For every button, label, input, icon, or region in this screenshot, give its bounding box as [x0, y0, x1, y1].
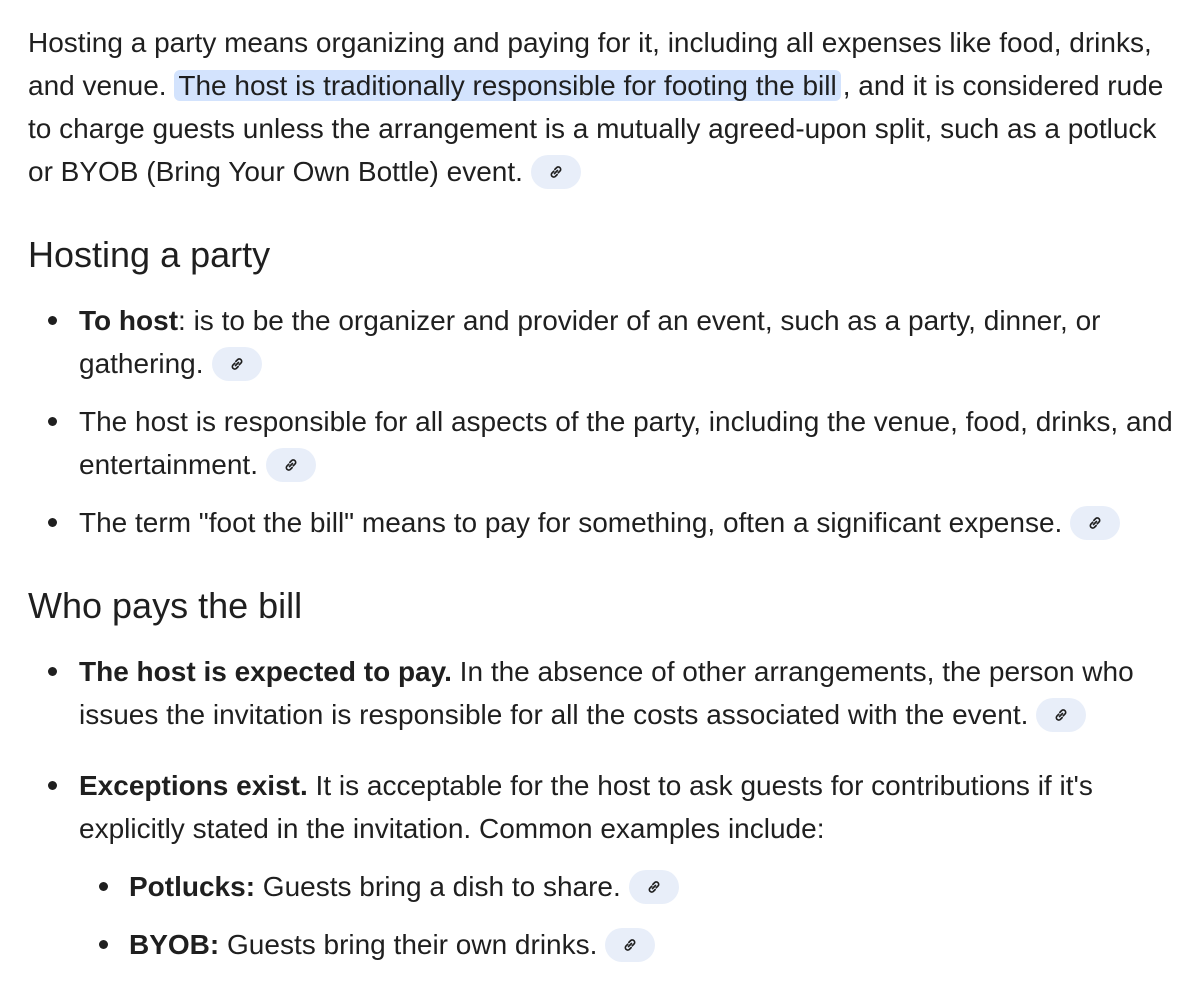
sub-list-item-bold: Potlucks: — [129, 871, 256, 902]
list-item-text: In the absence of other arrangements, the person who issues the invitation is responsible for all the costs associated with the event. — [79, 656, 1134, 730]
sub-list-item — [79, 923, 1173, 966]
list-item — [28, 764, 1173, 966]
list-item-bold: To host — [79, 305, 179, 336]
list-item-bold: Exceptions exist. — [79, 770, 308, 801]
link-icon — [228, 355, 246, 373]
sub-list-item-text: Guests bring a dish to share. — [255, 871, 621, 902]
intro-paragraph — [28, 21, 1173, 193]
list-item — [28, 400, 1173, 486]
sub-list-item-text: Guests bring their own drinks. — [219, 929, 598, 960]
response-content — [28, 21, 1173, 994]
citation-chip[interactable] — [629, 870, 679, 904]
intro-text-before: Hosting a party means organizing and paying for it, including all expenses like food, drinks, and venue. — [28, 27, 1152, 101]
link-icon — [1052, 706, 1070, 724]
link-icon — [282, 456, 300, 474]
who-pays-list — [28, 650, 1173, 966]
link-icon — [1086, 514, 1104, 532]
citation-chip[interactable] — [212, 347, 262, 381]
link-icon — [645, 878, 663, 896]
citation-chip[interactable] — [531, 155, 581, 189]
link-icon — [547, 163, 565, 181]
hosting-list — [28, 299, 1173, 544]
list-item — [28, 299, 1173, 385]
list-item — [28, 501, 1173, 544]
highlighted-text[interactable]: The host is traditionally responsible for footing the bill — [174, 70, 840, 101]
sub-list-item-bold: BYOB: — [129, 929, 220, 960]
examples-sublist — [79, 865, 1173, 966]
citation-chip[interactable] — [266, 448, 316, 482]
sub-list-item — [79, 865, 1173, 908]
citation-chip[interactable] — [1036, 698, 1086, 732]
list-item-text: : is to be the organizer and provider of an event, such as a party, dinner, or gathering. — [79, 305, 1101, 379]
list-item-text: The term "foot the bill" means to pay for something, often a significant expense. — [79, 507, 1063, 538]
intro-text-after: , and it is considered rude to charge guests unless the arrangement is a mutually agreed-upon split, such as a potluck or BYOB (Bring Your Own Bottle) event. — [28, 70, 1164, 187]
citation-chip[interactable] — [605, 928, 655, 962]
list-item — [28, 650, 1173, 736]
citation-chip[interactable] — [1070, 506, 1120, 540]
list-item-text: It is acceptable for the host to ask guests for contributions if it's explicitly stated in the invitation. Common examples include: — [79, 770, 1093, 844]
link-icon — [621, 936, 639, 954]
section-heading-who-pays: Who pays the bill — [28, 585, 303, 626]
section-heading-hosting: Hosting a party — [28, 234, 271, 275]
list-item-bold: The host is expected to pay. — [79, 656, 452, 687]
list-item-text: The host is responsible for all aspects of the party, including the venue, food, drinks, and entertainment. — [79, 406, 1173, 480]
